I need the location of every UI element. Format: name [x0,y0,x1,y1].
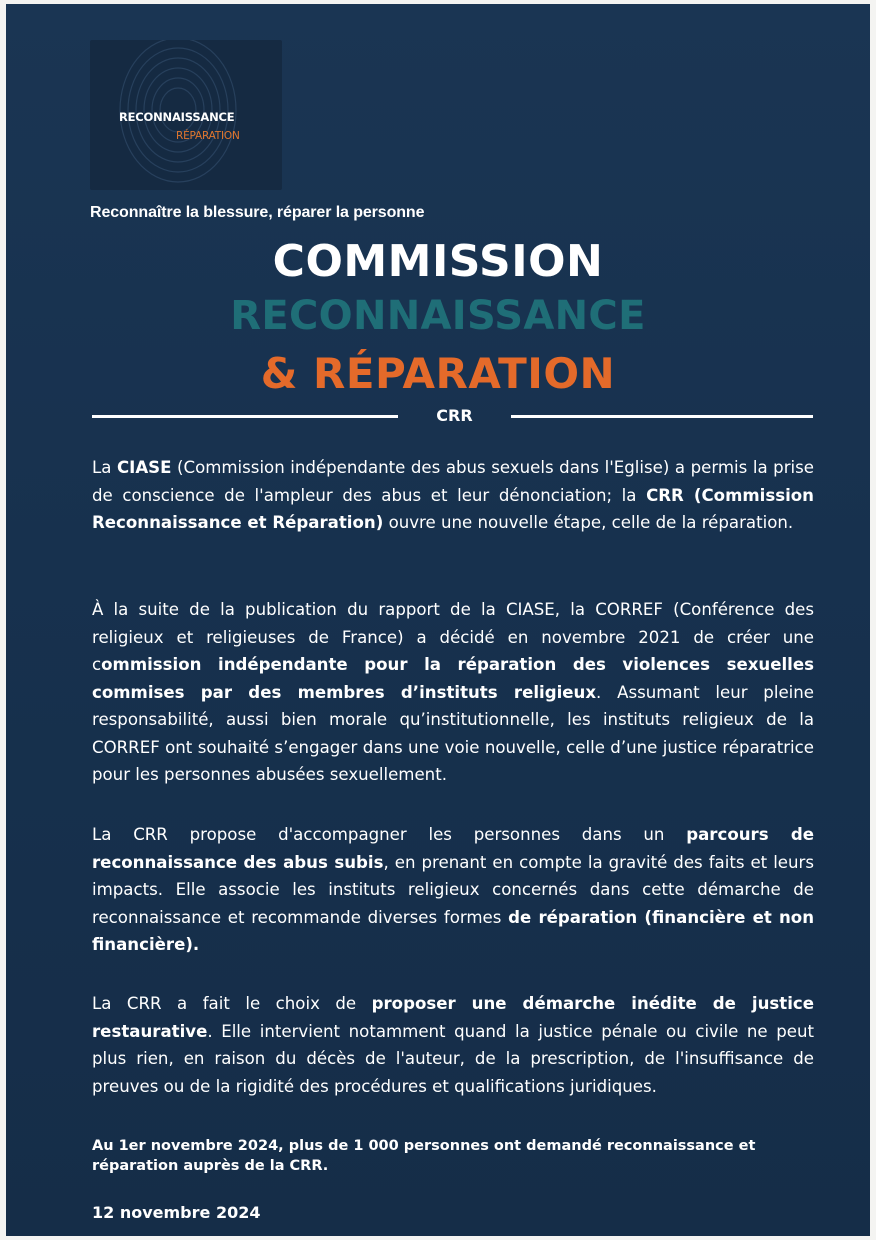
tagline: Reconnaître la blessure, réparer la personne [90,204,425,221]
paragraph-parcours: La CRR propose d'accompagner les personnes dans un parcours de reconnaissance des abus subis, en prenant en compte la gravité des faits et leurs impacts. Elle associe les instituts religieux concernés dans cette démarche de reconnaissance et recommande diverses formes de réparation (financière et non financière). [92,825,815,954]
logo-text-reconnaissance: RECONNAISSANCE [119,110,235,124]
divider-right [511,415,813,418]
logo-text-reparation: RÉPARATION [176,130,240,142]
title-commission: COMMISSION [272,236,604,287]
statistic-note: Au 1er novembre 2024, plus de 1 000 personnes ont demandé reconnaissance et réparation auprès de la CRR. [92,1138,756,1174]
publication-date: 12 novembre 2024 [92,1203,261,1222]
paragraph-corref: À la suite de la publication du rapport de la CIASE, la CORREF (Conférence des religieux et religieuses de France) a décidé en novembre 2021 de créer une commission indépendante pour la réparation des violences sexuelles commises par des membres d’instituts religieux. Assumant leur pleine responsabilité, aussi bien morale qu’institutionnelle, les instituts religieux de la CORREF ont souhaité s’engager dans une voie nouvelle, celle d’une justice réparatrice pour les personnes abusées sexuellement. [92,600,814,784]
title-reconnaissance: RECONNAISSANCE [230,293,646,339]
paragraph-ciase: La CIASE (Commission indépendante des abus sexuels dans l'Eglise) a permis la prise de conscience de l'ampleur des abus et leur dénonciation; la CRR (Commission Reconnaissance et Réparation) ouvre une nouvelle étape, celle de la réparation. [92,458,814,532]
flyer-page [6,4,870,1236]
logo [90,40,282,190]
divider-label: CRR [436,406,473,425]
title-reparation: & RÉPARATION [260,349,616,398]
paragraph-justice-restaurative: La CRR a fait le choix de proposer une démarche inédite de justice restaurative. Elle intervient notamment quand la justice pénale ou civile ne peut plus rien, en raison du décès de l'auteur, de la prescription, de l'insuffisance de preuves ou de la rigidité des procédures et qualifications juridiques. [92,994,814,1096]
divider-left [92,415,398,418]
